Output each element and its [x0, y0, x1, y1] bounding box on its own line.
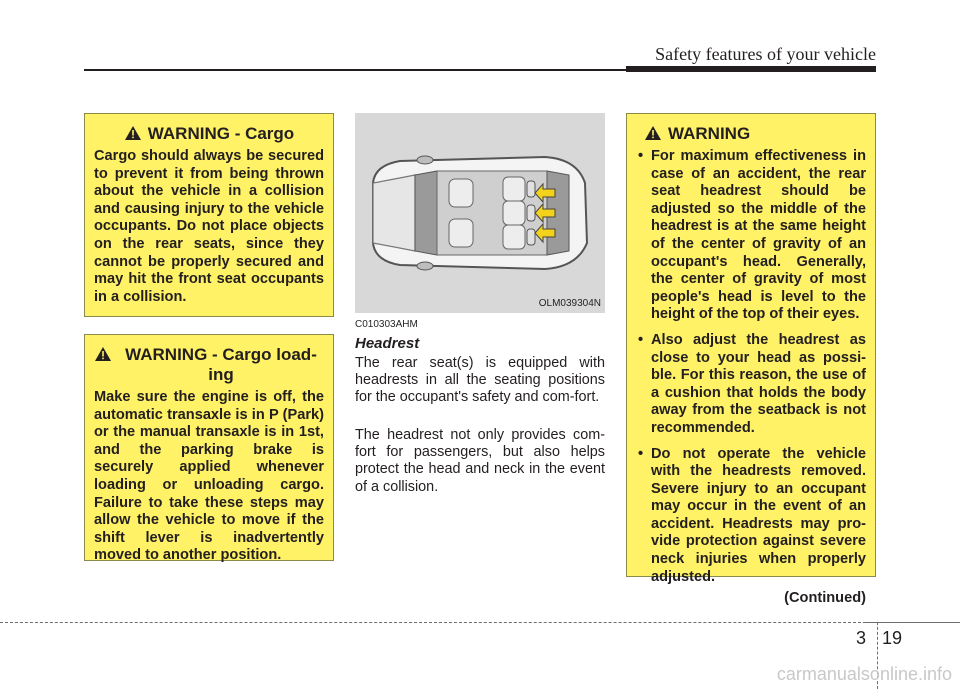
- chapter-number: 3: [856, 628, 867, 648]
- warning-box-headrest: [626, 113, 876, 607]
- warning-box-cargo: [84, 113, 334, 317]
- page-number: [856, 628, 902, 649]
- warning-topic: - Cargo load-ing: [207, 345, 317, 384]
- warning-body: Make sure the engine is off, the automatic transaxle is in P (Park) or the manual transaxle is in 1st, and the parking brake is securely applied whenever loading or unloading cargo. Failure to take these steps may allow the vehicle to move if the shift lever is inadvertently moved to another position.: [94, 389, 324, 564]
- warning-label: WARNING: [668, 124, 751, 143]
- footer-rule-right: [866, 622, 960, 623]
- list-item: • Do not operate the vehicle with the headrests removed. Severe injury to an occupant may occur in the event of an accident. Headrests may pro-vide protection against severe neck injuries when properly adjusted.: [636, 446, 866, 587]
- warning-label: WARNING: [147, 124, 230, 143]
- warning-body: Cargo should always be secured to prevent it from being thrown about the vehicle in a collision and causing injury to the vehicle occupants. Do not place objects on the rear seats, since they cannot be properly secured and may hit the front seat occupants in a collision.: [94, 148, 324, 305]
- warning-heading: [94, 124, 324, 144]
- section-subheading: Headrest: [355, 335, 420, 352]
- list-item: • For maximum effectiveness in case of an accident, the rear seat headrest should be adjusted so the middle of the headrest is at the same height of the center of gravity of an occupant's head. Generally, the center of gravity of most people's head is level to the height of the top of their eyes.: [636, 148, 866, 324]
- warning-triangle-icon: [124, 125, 142, 141]
- warning-bullet-list: [636, 148, 866, 586]
- page-number-value: 19: [882, 628, 903, 648]
- body-paragraph: The rear seat(s) is equipped with headrests in all the seating positions for the occupant's safety and com-fort.: [355, 355, 605, 406]
- section-code: C010303AHM: [355, 319, 418, 330]
- warning-heading: [636, 124, 866, 144]
- footer-rule: [0, 622, 866, 623]
- body-paragraph: The headrest not only provides com-fort for passengers, but also helps protect the head and neck in the event of a collision.: [355, 427, 605, 495]
- warning-box-cargo-loading: [84, 334, 334, 564]
- warning-heading: [94, 345, 324, 385]
- continued-label: (Continued): [784, 590, 866, 607]
- watermark: carmanualsonline.info: [776, 664, 952, 684]
- list-item: • Also adjust the headrest as close to your head as possi-ble. For this reason, the use of a cushion that holds the body away from the seatback is not recommended.: [636, 332, 866, 438]
- vehicle-top-view-illustration: [355, 113, 605, 313]
- warning-triangle-icon: [94, 346, 112, 362]
- warning-label: WARNING: [125, 345, 208, 364]
- warning-topic: - Cargo: [229, 124, 295, 143]
- page-header-title: Safety features of your vehicle: [655, 44, 876, 64]
- headrest-figure: [355, 113, 605, 313]
- header-rule-accent: [626, 66, 876, 72]
- figure-code: OLM039304N: [538, 298, 601, 309]
- warning-triangle-icon: [644, 125, 662, 141]
